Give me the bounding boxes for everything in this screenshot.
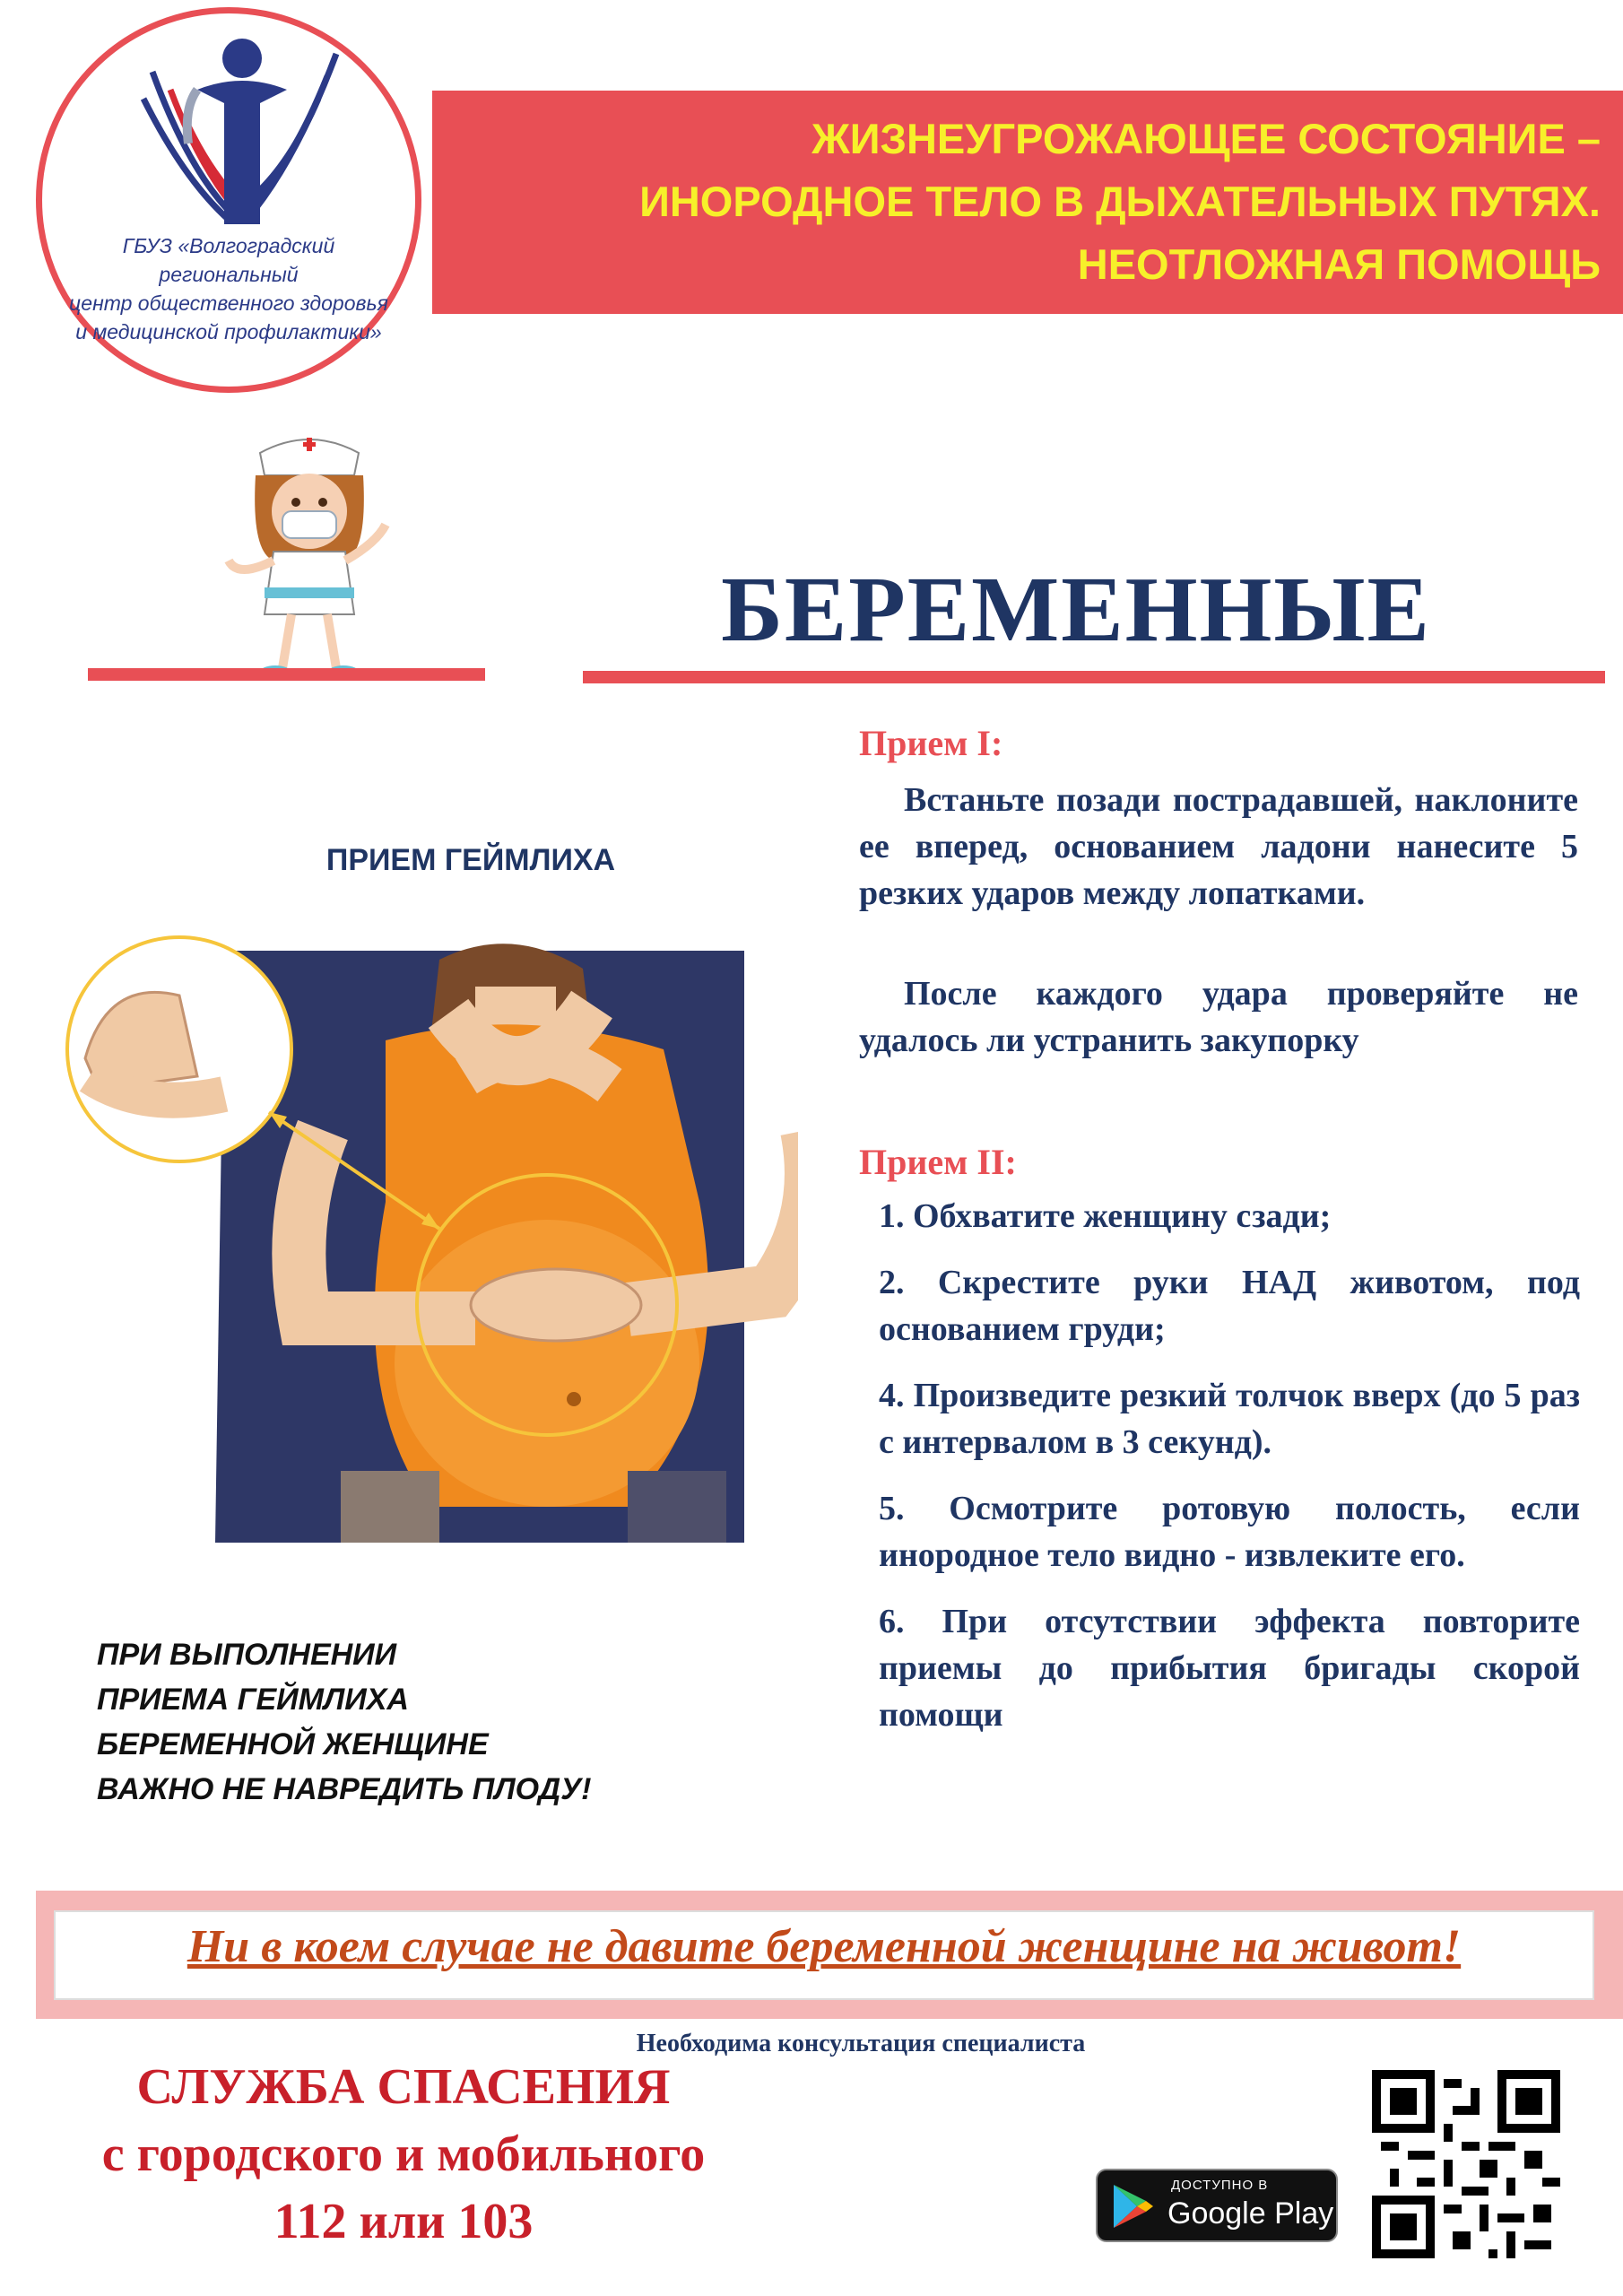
consultation-note: Необходима консультация специалиста: [636, 2030, 1086, 2057]
header-title: [466, 108, 1601, 296]
warning-line: БЕРЕМЕННОЙ ЖЕНЩИНЕ: [97, 1727, 489, 1761]
nurse-illustration: [220, 426, 399, 686]
divider-right: [583, 671, 1605, 683]
logo-line-2: центр общественного здоровья: [69, 291, 388, 315]
logo-text: [63, 231, 395, 346]
warning-line: ПРИ ВЫПОЛНЕНИИ: [97, 1638, 397, 1672]
pregnancy-warning: [97, 1632, 725, 1812]
qr-code[interactable]: [1372, 2070, 1560, 2258]
reception-1-heading: Прием I:: [859, 723, 1003, 763]
warning-line: ВАЖНО НЕ НАВРЕДИТЬ ПЛОДУ!: [97, 1772, 592, 1806]
warning-line: ПРИЕМА ГЕЙМЛИХА: [97, 1683, 409, 1717]
reception-1-paragraph-2: После каждого удара проверяйте не удалось ли устранить закупорку: [859, 975, 1578, 1059]
rescue-subtitle: с городского и мобильного: [101, 2126, 706, 2182]
google-play-icon: [1110, 2181, 1157, 2231]
logo-line-1: ГБУЗ «Волгоградский региональный: [122, 234, 335, 286]
rescue-title: СЛУЖБА СПАСЕНИЯ: [136, 2059, 671, 2115]
google-play-small-text: ДОСТУПНО В: [1171, 2178, 1269, 2193]
page-title: БЕРЕМЕННЫЕ: [721, 558, 1431, 661]
reception-2-steps: [879, 1193, 1580, 1758]
rescue-numbers: 112 или 103: [273, 2194, 534, 2249]
heimlich-illustration: [54, 933, 798, 1543]
step-item: 5. Осмотрите ротовую полость, если инородное тело видно - извлеките его.: [879, 1490, 1580, 1574]
heimlich-caption: ПРИЕМ ГЕЙМЛИХА: [325, 843, 616, 877]
reception-1-paragraph-1: Встаньте позади пострадавшей, наклоните ее вперед, основанием ладони нанесите 5 резких ударов между лопатками.: [859, 781, 1578, 912]
step-item: 4. Произведите резкий толчок вверх (до 5 раз с интервалом в 3 секунд).: [879, 1377, 1580, 1461]
step-item: 2. Скрестите руки НАД животом, под основанием груди;: [879, 1264, 1580, 1348]
logo-line-3: и медицинской профилактики»: [75, 320, 382, 344]
abdomen-warning: Ни в коем случае не давите беременной женщине на живот!: [187, 1921, 1462, 1972]
header-line-2: ИНОРОДНОЕ ТЕЛО В ДЫХАТЕЛЬНЫХ ПУТЯХ.: [639, 178, 1601, 225]
logo-emblem-icon: [135, 36, 350, 233]
rescue-service: [36, 2054, 771, 2256]
reception-2-heading: Прием II:: [859, 1142, 1017, 1182]
divider-left: [88, 668, 485, 681]
step-item: 6. При отсутствии эффекта повторите приемы до прибытия бригады скорой помощи: [879, 1603, 1580, 1734]
header-line-1: ЖИЗНЕУГРОЖАЮЩЕЕ СОСТОЯНИЕ –: [812, 115, 1601, 162]
step-item: 1. Обхватите женщину сзади;: [879, 1197, 1332, 1235]
google-play-label: Google Play: [1167, 2196, 1334, 2231]
header-line-3: НЕОТЛОЖНАЯ ПОМОЩЬ: [1077, 240, 1601, 288]
